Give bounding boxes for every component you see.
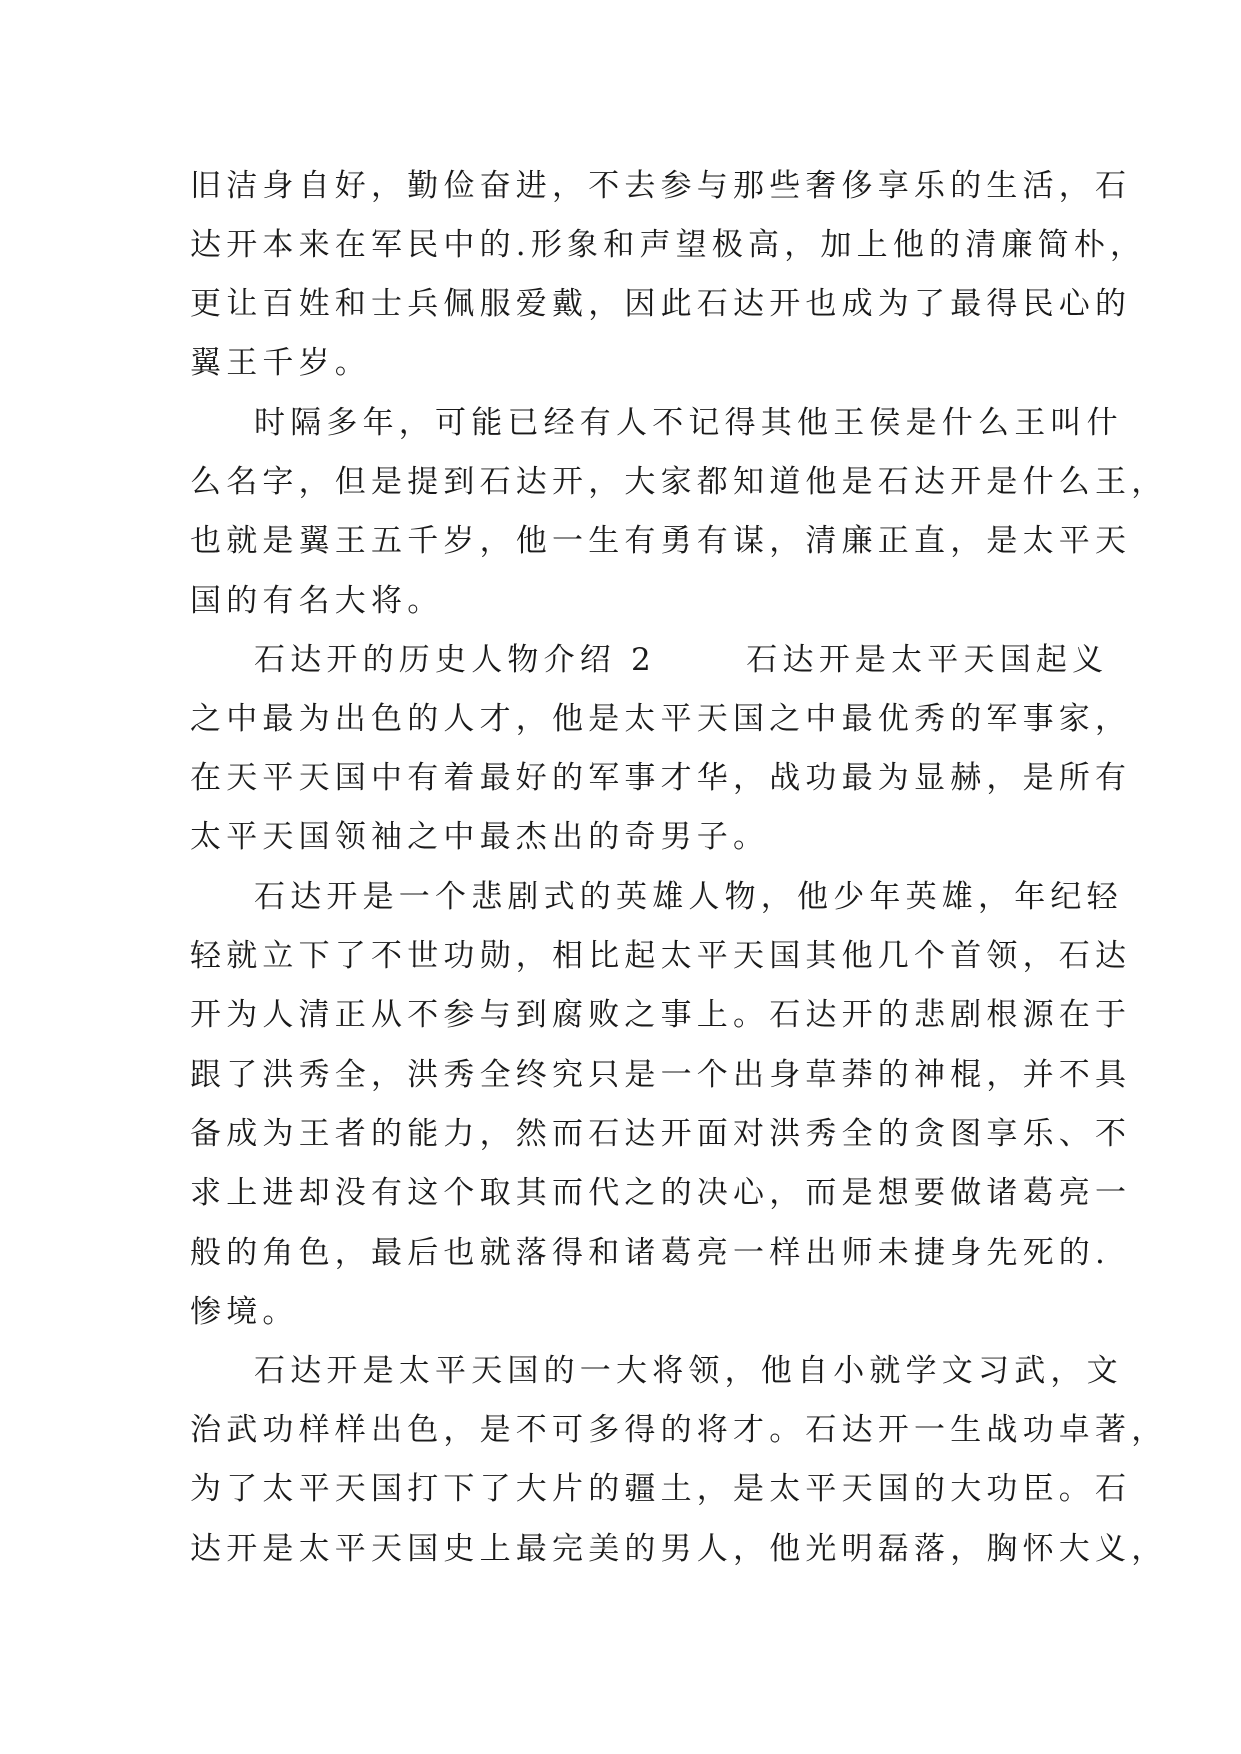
text-line: 轻就立下了不世功勋，相比起太平天国其他几个首领，石达 xyxy=(190,938,1132,974)
text-line: 翼王千岁。 xyxy=(190,345,371,381)
text-line: 惨境。 xyxy=(190,1294,299,1330)
text-line: 更让百姓和士兵佩服爱戴，因此石达开也成为了最得民心的 xyxy=(190,286,1132,322)
section-heading-line: 石达开的历史人物介绍 2 石达开是太平天国起义 xyxy=(254,642,1109,678)
text-line: 备成为王者的能力，然而石达开面对洪秀全的贪图享乐、不 xyxy=(190,1116,1132,1152)
paragraph-first-line: 石达开是太平天国的一大将领，他自小就学文习武，文 xyxy=(254,1353,1123,1389)
text-line: 为了太平天国打下了大片的疆土，是太平天国的大功臣。石 xyxy=(190,1471,1132,1507)
text-line: 跟了洪秀全，洪秀全终究只是一个出身草莽的神棍，并不具 xyxy=(190,1057,1132,1093)
text-line: 国的有名大将。 xyxy=(190,583,444,619)
text-line: 也就是翼王五千岁，他一生有勇有谋，清廉正直，是太平天 xyxy=(190,523,1132,559)
text-line: 达开是太平天国史上最完美的男人，他光明磊落，胸怀大义， xyxy=(190,1531,1168,1567)
text-line: 般的角色，最后也就落得和诸葛亮一样出师未捷身先死的. xyxy=(190,1235,1111,1271)
text-line: 达开本来在军民中的.形象和声望极高，加上他的清廉简朴， xyxy=(190,227,1147,263)
text-line: 旧洁身自好，勤俭奋进，不去参与那些奢侈享乐的生活，石 xyxy=(190,168,1132,204)
text-line: 太平天国领袖之中最杰出的奇男子。 xyxy=(190,819,770,855)
text-line: 之中最为出色的人才，他是太平天国之中最优秀的军事家， xyxy=(190,701,1132,737)
text-line: 求上进却没有这个取其而代之的决心，而是想要做诸葛亮一 xyxy=(190,1175,1132,1211)
text-line: 开为人清正从不参与到腐败之事上。石达开的悲剧根源在于 xyxy=(190,997,1132,1033)
text-line: 在天平天国中有着最好的军事才华，战功最为显赫，是所有 xyxy=(190,760,1132,796)
text-line: 么名字，但是提到石达开，大家都知道他是石达开是什么王， xyxy=(190,464,1168,500)
text-line: 治武功样样出色，是不可多得的将才。石达开一生战功卓著， xyxy=(190,1412,1168,1448)
paragraph-first-line: 石达开是一个悲剧式的英雄人物，他少年英雄，年纪轻 xyxy=(254,879,1123,915)
paragraph-first-line: 时隔多年，可能已经有人不记得其他王侯是什么王叫什 xyxy=(254,405,1123,441)
